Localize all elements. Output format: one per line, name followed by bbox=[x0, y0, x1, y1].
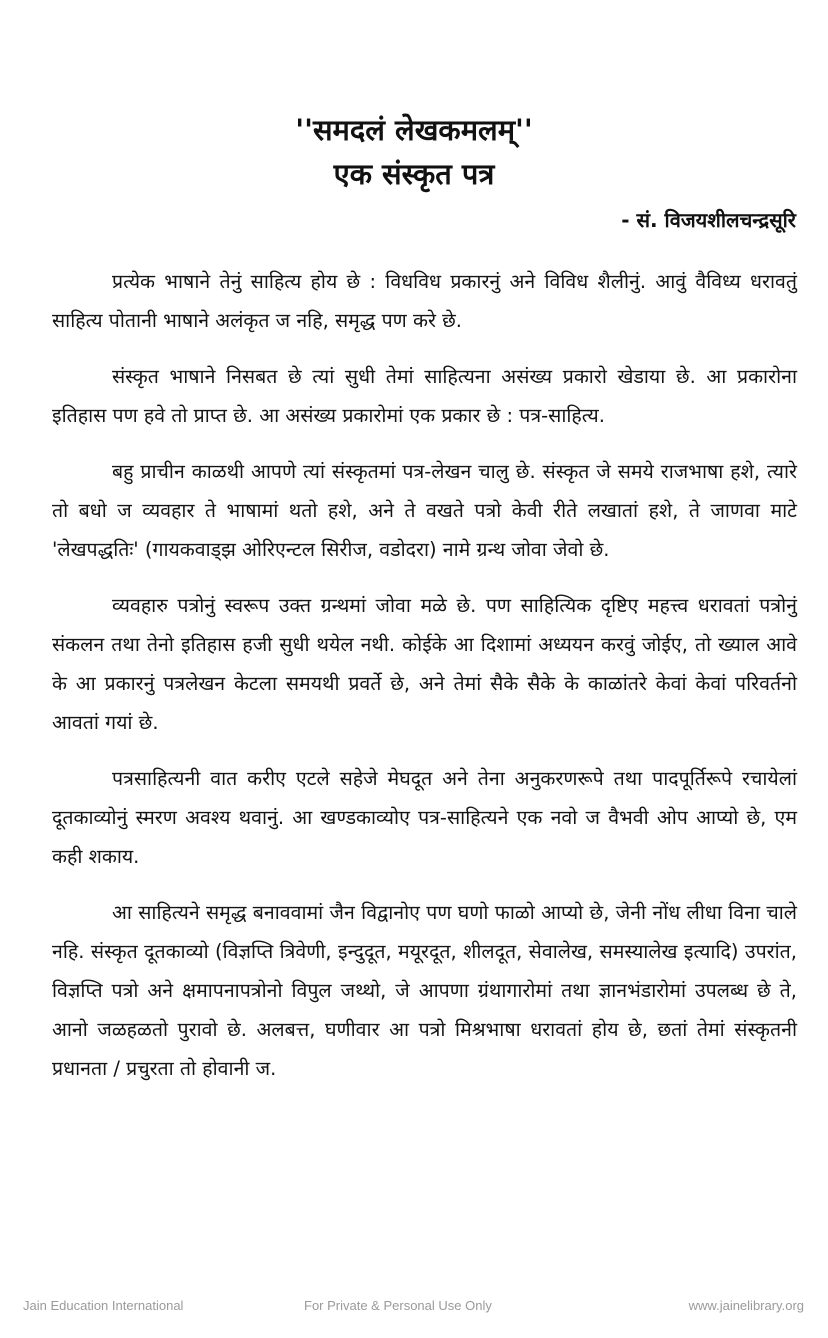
paragraph-4: व्यवहारु पत्रोनुं स्वरूप उक्त ग्रन्थमां जोवा मळे छे. पण साहित्यिक दृष्टिए महत्त्व धरावतां पत्रोनुं संकलन तथा तेनो इतिहास हजी सुधी थयेल नथी. कोईके आ दिशामां अध्ययन करवुं जोईए, तो ख्याल आवे के आ प्रकारनुं पत्रलेखन केटला समयथी प्रवर्ते छे, अने तेमां सैके सैके के काळांतरे केवां केवां परिवर्तनो आवतां गयां छे. bbox=[52, 594, 797, 734]
page-footer bbox=[0, 1295, 828, 1319]
paragraph-6: आ साहित्यने समृद्ध बनाववामां जैन विद्वानोए पण घणो फाळो आप्यो छे, जेनी नोंध लीधा विना चाले नहि. संस्कृत दूतकाव्यो (विज्ञप्ति त्रिवेणी, इन्दुदूत, मयूरदूत, शीलदूत, सेवालेख, समस्यालेख इत्यादि) उपरांत, विज्ञप्ति पत्रो अने क्षमापनापत्रोनो विपुल जथ्थो, जे आपणा ग्रंथागारोमां तथा ज्ञानभंडारोमां उपलब्ध छे ते, आनो जळहळतो पुरावो छे. अलबत्त, घणीवार आ पत्रो मिश्रभाषा धरावतां होय छे, छतां तेमां संस्कृतनी प्रधानता / प्रचुरता तो होवानी ज. bbox=[52, 901, 797, 1080]
article-body bbox=[52, 262, 797, 1105]
author-byline: - सं. विजयशीलचन्द्रसूरि bbox=[621, 208, 796, 232]
paragraph-2: संस्कृत भाषाने निसबत छे त्यां सुधी तेमां साहित्यना असंख्य प्रकारो खेडाया छे. आ प्रकारोना इतिहास पण हवे तो प्राप्त छे. आ असंख्य प्रकारोमां एक प्रकार छे : पत्र-साहित्य. bbox=[52, 365, 797, 427]
footer-publisher: Jain Education International bbox=[23, 1298, 184, 1313]
footer-website-link[interactable]: www.jainelibrary.org bbox=[688, 1298, 804, 1313]
paragraph-3: बहु प्राचीन काळथी आपणे त्यां संस्कृतमां पत्र-लेखन चालु छे. संस्कृत जे समये राजभाषा हशे, त्यारे तो बधो ज व्यवहार ते भाषामां थतो हशे, अने ते वखते पत्रो केवी रीते लखातां हशे, ते जाणवा माटे 'लेखपद्धतिः' (गायकवाड्झ ओरिएन्टल सिरीज, वडोदरा) नामे ग्रन्थ जोवा जेवो छे. bbox=[52, 460, 797, 561]
paragraph-1: प्रत्येक भाषाने तेनुं साहित्य होय छे : विधविध प्रकारनुं अने विविध शैलीनुं. आवुं वैविध्य धरावतुं साहित्य पोतानी भाषाने अलंकृत ज नहि, समृद्ध पण करे छे. bbox=[52, 270, 797, 332]
title-block bbox=[0, 108, 828, 196]
paragraph-5: पत्रसाहित्यनी वात करीए एटले सहेजे मेघदूत अने तेना अनुकरणरूपे तथा पादपूर्तिरूपे रचायेलां दूतकाव्योनुं स्मरण अवश्य थवानुं. आ खण्डकाव्योए पत्र-साहित्यने एक नवो ज वैभवी ओप आप्यो छे, एम कही शकाय. bbox=[52, 767, 797, 868]
article-subtitle: एक संस्कृत पत्र bbox=[333, 157, 495, 191]
footer-usage-note: For Private & Personal Use Only bbox=[304, 1298, 492, 1313]
article-title: ''समदलं लेखकमलम्'' bbox=[295, 113, 533, 147]
